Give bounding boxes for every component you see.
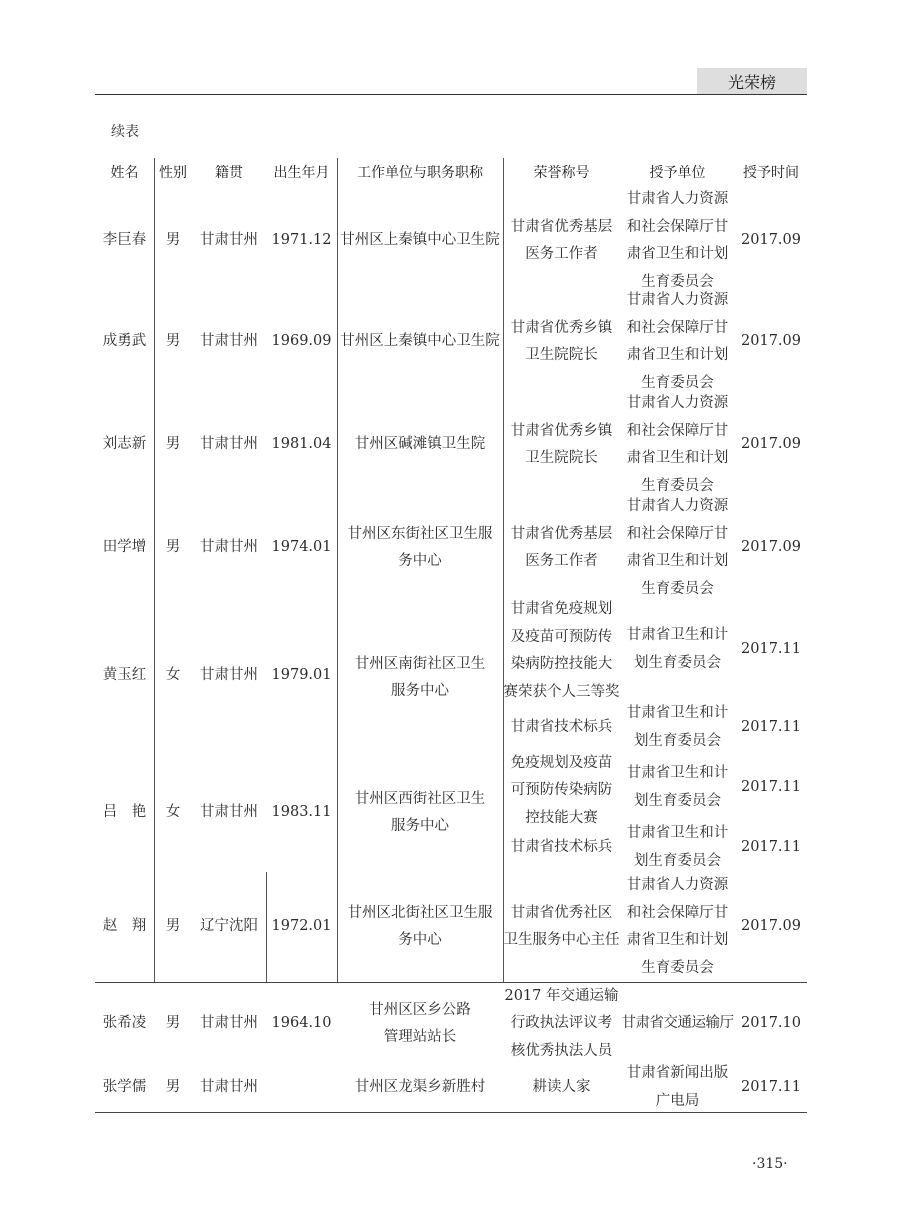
cell-unit: 甘州区上秦镇中心卫生院 xyxy=(340,333,500,350)
cell-origin: 甘肃甘州 xyxy=(200,804,258,821)
cell-honor: 甘肃省优秀基层 医务工作者 xyxy=(510,218,613,262)
cell-name: 赵 翔 xyxy=(102,918,147,935)
cell-name: 李巨春 xyxy=(102,232,147,249)
cell-name: 吕 艳 xyxy=(102,804,147,821)
cell-origin: 甘肃甘州 xyxy=(200,333,258,350)
cell-gender: 男 xyxy=(165,1078,181,1095)
cell-unit: 甘州区东街社区卫生服 务中心 xyxy=(347,525,493,569)
col-header-birth: 出生年月 xyxy=(273,165,330,181)
cell-honor: 甘肃省优秀社区 卫生服务中心主任 xyxy=(503,904,620,948)
cell-unit: 甘州区龙渠乡新胜村 xyxy=(354,1078,486,1095)
cell-grantor: 甘肃省卫生和计 划生育委员会 xyxy=(626,705,729,749)
cell-honor: 甘肃省优秀基层 医务工作者 xyxy=(510,525,613,569)
cell-honor: 甘肃省技术标兵 xyxy=(510,838,613,855)
cell-name: 田学增 xyxy=(102,539,147,556)
cell-gender: 男 xyxy=(165,436,181,453)
cell-honor: 耕读人家 xyxy=(532,1078,591,1095)
cell-time: 2017.11 xyxy=(741,640,801,657)
cell-time: 2017.11 xyxy=(741,718,801,735)
cell-honor: 甘肃省免疫规划 及疫苗可预防传 染病防控技能大 赛荣获个人三等奖 xyxy=(503,601,620,700)
cell-grantor: 甘肃省新闻出版 广电局 xyxy=(626,1065,729,1109)
section-title-tab: 光荣榜 xyxy=(697,68,807,95)
cell-birth: 1979.01 xyxy=(271,667,332,684)
cell-name: 张学儒 xyxy=(102,1078,147,1095)
cell-honor: 甘肃省技术标兵 xyxy=(510,718,613,735)
cell-origin: 甘肃甘州 xyxy=(200,539,258,556)
cell-gender: 女 xyxy=(165,804,181,821)
cell-name: 黄玉红 xyxy=(102,667,147,684)
cell-gender: 男 xyxy=(165,1015,181,1032)
col-header-honor: 荣誉称号 xyxy=(533,165,590,181)
cell-honor: 甘肃省优秀乡镇 卫生院院长 xyxy=(510,319,613,363)
cell-birth: 1972.01 xyxy=(271,918,332,935)
cell-birth: 1981.04 xyxy=(271,436,332,453)
cell-birth: 1969.09 xyxy=(271,333,332,350)
cell-name: 张希凌 xyxy=(102,1015,147,1032)
cell-honor: 2017 年交通运输 行政执法评议考 核优秀执法人员 xyxy=(504,987,619,1059)
cell-birth: 1964.10 xyxy=(271,1015,332,1032)
cell-time: 2017.09 xyxy=(741,436,801,453)
cell-grantor: 甘肃省交通运输厅 xyxy=(621,1015,734,1032)
cell-birth: 1974.01 xyxy=(271,539,332,556)
cell-time: 2017.09 xyxy=(741,333,801,350)
cell-grantor: 甘肃省人力资源 和社会保障厅甘 肃省卫生和计划 生育委员会 xyxy=(626,191,729,290)
cell-honor: 甘肃省优秀乡镇 卫生院院长 xyxy=(510,422,613,466)
col-header-unit: 工作单位与职务职称 xyxy=(357,165,483,181)
cell-grantor: 甘肃省人力资源 和社会保障厅甘 肃省卫生和计划 生育委员会 xyxy=(626,395,729,494)
cell-time: 2017.09 xyxy=(741,918,801,935)
cell-origin: 甘肃甘州 xyxy=(200,232,258,249)
cell-birth: 1983.11 xyxy=(271,804,332,821)
cell-origin: 辽宁沈阳 xyxy=(200,918,258,935)
col-header-gender: 性别 xyxy=(159,165,187,181)
col-header-name: 姓名 xyxy=(110,165,139,181)
table-caption: 续表 xyxy=(111,124,139,140)
cell-grantor: 甘肃省卫生和计 划生育委员会 xyxy=(626,627,729,671)
cell-name: 刘志新 xyxy=(102,436,147,453)
cell-unit: 甘州区南街社区卫生 服务中心 xyxy=(354,655,486,699)
col-header-origin: 籍贯 xyxy=(215,165,243,181)
cell-time: 2017.10 xyxy=(741,1015,801,1032)
page-number: ·315· xyxy=(752,1156,788,1172)
col-header-time: 授予时间 xyxy=(743,165,799,181)
cell-grantor: 甘肃省人力资源 和社会保障厅甘 肃省卫生和计划 生育委员会 xyxy=(626,498,729,597)
cell-origin: 甘肃甘州 xyxy=(200,436,258,453)
cell-origin: 甘肃甘州 xyxy=(200,1078,258,1095)
cell-unit: 甘州区上秦镇中心卫生院 xyxy=(340,232,500,249)
cell-birth xyxy=(266,1060,337,1115)
cell-unit: 甘州区北街社区卫生服 务中心 xyxy=(347,904,493,948)
cell-grantor: 甘肃省人力资源 和社会保障厅甘 肃省卫生和计划 生育委员会 xyxy=(626,877,729,976)
cell-gender: 男 xyxy=(165,333,181,350)
cell-unit: 甘州区碱滩镇卫生院 xyxy=(354,436,486,453)
cell-birth: 1971.12 xyxy=(271,232,332,249)
cell-unit: 甘州区西街社区卫生 服务中心 xyxy=(354,790,486,834)
col-header-grantor: 授予单位 xyxy=(649,165,706,181)
cell-time: 2017.11 xyxy=(741,1078,801,1095)
cell-grantor: 甘肃省人力资源 和社会保障厅甘 肃省卫生和计划 生育委员会 xyxy=(626,292,729,391)
cell-grantor: 甘肃省卫生和计 划生育委员会 xyxy=(626,825,729,869)
cell-time: 2017.09 xyxy=(741,539,801,556)
cell-origin: 甘肃甘州 xyxy=(200,1015,258,1032)
cell-time: 2017.11 xyxy=(741,778,801,795)
cell-honor: 免疫规划及疫苗 可预防传染病防 控技能大赛 xyxy=(510,754,613,826)
header-rule xyxy=(95,94,807,95)
cell-grantor: 甘肃省卫生和计 划生育委员会 xyxy=(626,765,729,809)
cell-time: 2017.09 xyxy=(741,232,801,249)
cell-name: 成勇武 xyxy=(102,333,147,350)
cell-gender: 女 xyxy=(165,667,181,684)
cell-time: 2017.11 xyxy=(741,838,801,855)
cell-unit: 甘州区区乡公路 管理站站长 xyxy=(369,1001,471,1045)
cell-origin: 甘肃甘州 xyxy=(200,667,258,684)
cell-gender: 男 xyxy=(165,539,181,556)
cell-gender: 男 xyxy=(165,232,181,249)
cell-gender: 男 xyxy=(165,918,181,935)
